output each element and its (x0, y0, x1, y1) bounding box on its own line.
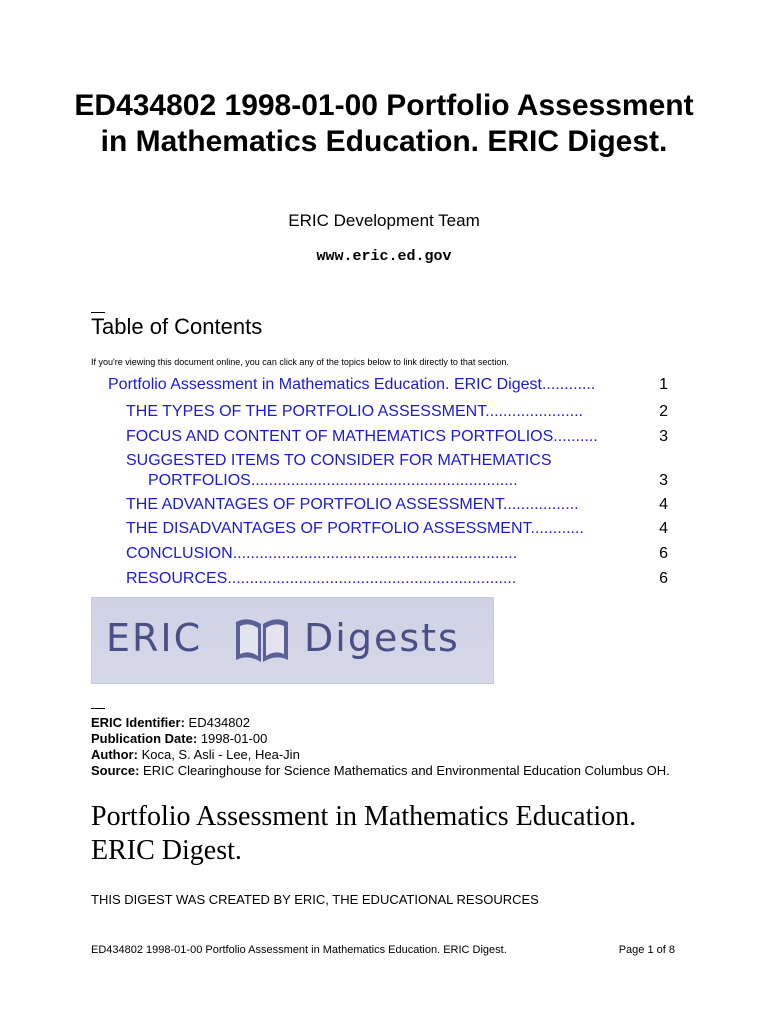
website-url: www.eric.ed.gov (316, 248, 452, 265)
toc-entry-resources[interactable] (126, 568, 668, 590)
toc-entry-dots: ...................... (485, 403, 583, 420)
toc-entry-dots: ................................................................. (227, 570, 517, 587)
meta-value: 1998-01-00 (200, 731, 268, 746)
metadata-block (91, 715, 711, 779)
toc-entry-page: 3 (659, 428, 668, 445)
toc-heading: Table of Contents (91, 314, 263, 339)
toc-entry-suggested-cont[interactable] (148, 470, 668, 492)
toc-entry-page: 2 (659, 403, 668, 420)
banner-eric-text: ERIC (106, 616, 203, 660)
toc-entry-dots: ............ (530, 520, 584, 537)
toc-entry-advantages[interactable] (126, 494, 668, 516)
toc-entry-label: CONCLUSION (126, 545, 233, 562)
toc-entry-dots: ................................................................ (232, 545, 518, 562)
toc-entry-page: 1 (659, 376, 668, 393)
toc-entry-page: 4 (659, 496, 668, 513)
open-book-icon (232, 614, 292, 668)
toc-entry-dots: ................. (502, 496, 579, 513)
author-team: ERIC Development Team (288, 211, 480, 230)
meta-label: ERIC Identifier: (91, 715, 185, 730)
meta-author (91, 747, 711, 763)
eric-digests-banner (91, 597, 494, 684)
section-mark (91, 708, 105, 709)
document-title: ED434802 1998-01-00 Portfolio Assessment in Mathematics Education. ERIC Digest. (74, 89, 694, 158)
toc-entry-suggested[interactable] (126, 450, 668, 472)
toc-entry-focus[interactable] (126, 426, 668, 448)
footer-document-info: ED434802 1998-01-00 Portfolio Assessment in Mathematics Education. ERIC Digest. (91, 944, 507, 956)
toc-entry-label: SUGGESTED ITEMS TO CONSIDER FOR MATHEMATICS (126, 452, 552, 469)
toc-entry-page: 6 (659, 545, 668, 562)
meta-identifier (91, 715, 711, 731)
toc-entry-page: 3 (659, 472, 668, 489)
toc-entry-label: PORTFOLIOS (148, 472, 251, 489)
meta-date (91, 731, 711, 747)
toc-entry-conclusion[interactable] (126, 543, 668, 565)
meta-label: Publication Date: (91, 731, 198, 746)
meta-label: Author: (91, 747, 138, 762)
toc-entry-page: 6 (659, 570, 668, 587)
meta-source (91, 763, 711, 779)
toc-entry-types[interactable] (126, 401, 668, 423)
toc-entry-dots: ............................................................ (250, 472, 518, 489)
article-title: Portfolio Assessment in Mathematics Education. ERIC Digest. (91, 801, 637, 866)
toc-entry-page: 4 (659, 520, 668, 537)
section-mark (91, 312, 105, 313)
footer-page-number: Page 1 of 8 (618, 944, 675, 956)
body-paragraph: THIS DIGEST WAS CREATED BY ERIC, THE EDUCATIONAL RESOURCES (91, 892, 539, 907)
toc-entry-label: THE ADVANTAGES OF PORTFOLIO ASSESSMENT (126, 496, 503, 513)
toc-entry-dots: ........... (546, 376, 596, 393)
toc-entry-label: THE DISADVANTAGES OF PORTFOLIO ASSESSMENT (126, 520, 531, 537)
toc-entry-disadvantages[interactable] (126, 518, 668, 540)
meta-value: Koca, S. Asli - Lee, Hea-Jin (141, 747, 300, 762)
toc-entry-label: RESOURCES (126, 570, 228, 587)
toc-entry-label: THE TYPES OF THE PORTFOLIO ASSESSMENT (126, 403, 486, 420)
banner-digests-text: Digests (304, 616, 460, 660)
toc-entry-dots: .......... (553, 428, 598, 445)
toc-entry-label: FOCUS AND CONTENT OF MATHEMATICS PORTFOLIOS (126, 428, 554, 445)
meta-value: ED434802 (188, 715, 250, 730)
toc-entry-digest[interactable] (108, 374, 668, 396)
meta-label: Source: (91, 763, 140, 778)
toc-entry-label: Portfolio Assessment in Mathematics Education. ERIC Digest. (108, 376, 547, 393)
toc-note: If you're viewing this document online, you can click any of the topics below to link directly to that section. (91, 357, 509, 367)
meta-value: ERIC Clearinghouse for Science Mathematics and Environmental Education Columbus OH. (143, 763, 670, 778)
